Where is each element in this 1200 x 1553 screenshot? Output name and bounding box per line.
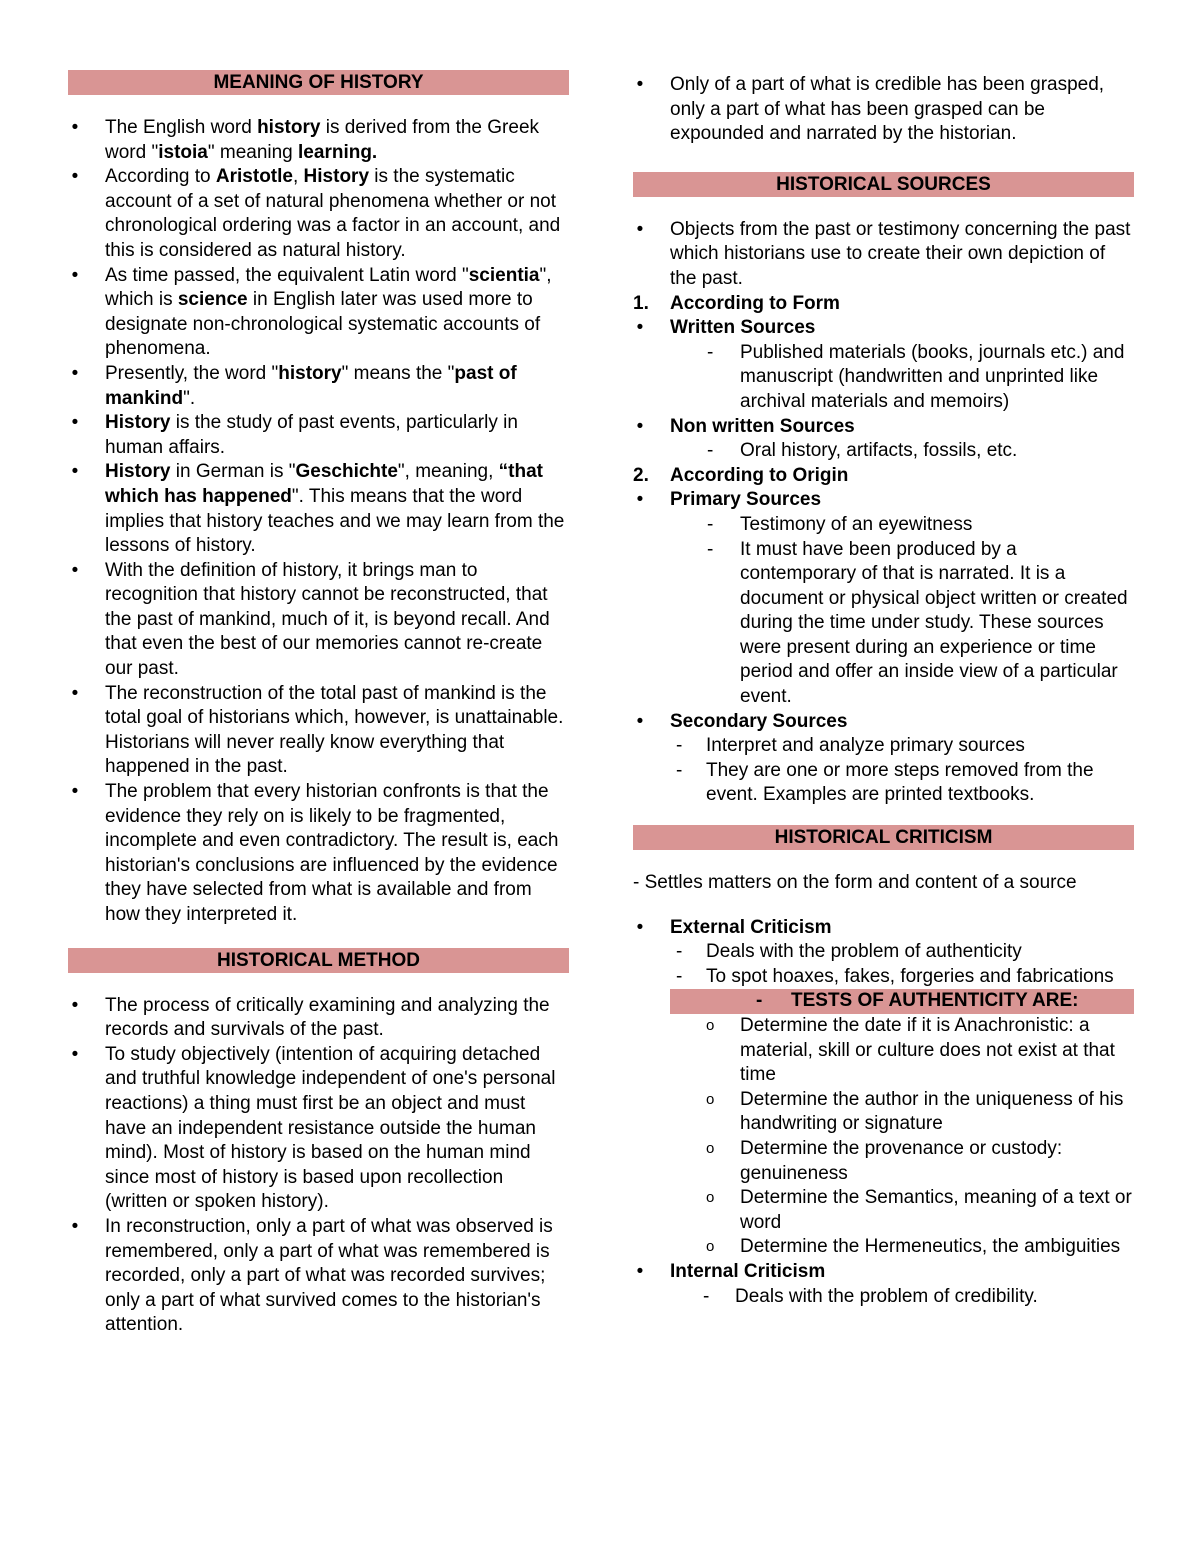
list-item: • History is the study of past events, particularly in human affairs. <box>68 411 569 460</box>
meaning-of-history-heading: MEANING OF HISTORY <box>68 70 569 95</box>
bold-term: scientia <box>468 264 540 286</box>
list-item <box>633 316 1134 341</box>
list-item: - Deals with the problem of authenticity <box>633 940 1134 965</box>
bold-term: History <box>303 166 370 188</box>
continued-list <box>633 73 1134 147</box>
historical-criticism-heading: HISTORICAL CRITICISM <box>633 825 1134 850</box>
list-item: - Testimony of an eyewitness <box>633 513 1134 538</box>
bold-term: Geschichte <box>295 461 398 483</box>
list-item: - Published materials (books, journals etc.) and manuscript (handwritten and unprinted like archival materials and memoirs) <box>633 341 1134 415</box>
form-list-2 <box>633 415 1134 440</box>
bold-term: istoia <box>158 141 208 163</box>
list-item: - Interpret and analyze primary sources <box>633 734 1134 759</box>
list-item <box>633 488 1134 513</box>
list-item: • As time passed, the equivalent Latin word "scientia", which is science in English later was used more to designate non-chronological systematic accounts of phenomena. <box>68 264 569 362</box>
bold-term: “that which has happened <box>105 461 543 507</box>
list-item: - They are one or more steps removed from the event. Examples are printed textbooks. <box>633 759 1134 808</box>
form-list <box>633 316 1134 341</box>
bold-term: learning. <box>298 141 378 163</box>
list-item <box>633 1260 1134 1285</box>
list-item: • Objects from the past or testimony concerning the past which historians use to create their own depiction of the past. <box>633 218 1134 292</box>
external-criticism-list <box>633 940 1134 989</box>
non-written-sources-label: Non written Sources <box>670 415 855 437</box>
list-item: • In reconstruction, only a part of what was observed is remembered, only a part of what was remembered is recorded, only a part of what was recorded survives; only a part of what survived comes to the historian's attention. <box>68 1215 569 1338</box>
list-item <box>633 415 1134 440</box>
list-item: - It must have been produced by a contemporary of that is narrated. It is a document or physical object written or created during the time under study. These sources were present during an experience or time period and offer an inside view of a particular event. <box>633 538 1134 710</box>
written-sources-list <box>633 341 1134 415</box>
subheading-label: According to Form <box>670 292 840 314</box>
left-column <box>68 0 569 1338</box>
list-item: o Determine the Semantics, meaning of a text or word <box>633 1186 1134 1235</box>
list-item: o Determine the provenance or custody: genuineness <box>633 1137 1134 1186</box>
origin-list-2 <box>633 710 1134 735</box>
list-item: o Determine the date if it is Anachronistic: a material, skill or culture does not exist at that time <box>633 1014 1134 1088</box>
list-item: o Determine the author in the uniqueness of his handwriting or signature <box>633 1088 1134 1137</box>
list-item: • The process of critically examining and analyzing the records and survivals of the past. <box>68 994 569 1043</box>
tests-label: TESTS OF AUTHENTICITY ARE: <box>791 990 1079 1012</box>
criticism-list-2 <box>633 1260 1134 1285</box>
list-item: • Only of a part of what is credible has been grasped, only a part of what has been grasped can be expounded and narrated by the historian. <box>633 73 1134 147</box>
written-sources-label: Written Sources <box>670 317 816 339</box>
origin-list <box>633 488 1134 513</box>
bold-term: History <box>105 461 171 483</box>
criticism-list <box>633 916 1134 941</box>
number-marker: 2. <box>633 464 649 486</box>
list-item <box>633 710 1134 735</box>
list-item: - Oral history, artifacts, fossils, etc. <box>633 439 1134 464</box>
list-item: - To spot hoaxes, fakes, forgeries and fabrications <box>633 965 1134 990</box>
criticism-intro: - Settles matters on the form and content of a source <box>633 872 1077 894</box>
list-item: • History in German is "Geschichte", meaning, “that which has happened". This means that the word implies that history teaches and we may learn from the lessons of history. <box>68 460 569 558</box>
internal-criticism-label: Internal Criticism <box>670 1260 826 1282</box>
subheading-label: According to Origin <box>670 464 849 486</box>
bold-term: History <box>105 412 171 434</box>
according-to-form-heading <box>633 292 1134 317</box>
bold-term: science <box>177 289 248 311</box>
tests-of-authenticity-heading <box>670 989 1134 1014</box>
dash-marker: - <box>756 990 763 1012</box>
non-written-sources-list <box>633 439 1134 464</box>
bold-term: history <box>278 362 342 384</box>
external-criticism-label: External Criticism <box>670 916 832 938</box>
internal-criticism-list <box>633 1285 1134 1310</box>
historical-method-heading: HISTORICAL METHOD <box>68 948 569 973</box>
list-item: • The reconstruction of the total past of mankind is the total goal of historians which, however, is unattainable. Historians will never really know everything that happened in the past. <box>68 682 569 780</box>
number-marker: 1. <box>633 292 649 314</box>
secondary-sources-list <box>633 734 1134 808</box>
list-item: • With the definition of history, it brings man to recognition that history cannot be reconstructed, that the past of mankind, much of it, is beyond recall. And that even the best of our memories cannot re-create our past. <box>68 559 569 682</box>
according-to-origin-heading <box>633 464 1134 489</box>
tests-list <box>633 1014 1134 1260</box>
list-item: o Determine the Hermeneutics, the ambiguities <box>633 1235 1134 1260</box>
bold-term: history <box>257 117 321 138</box>
list-item: • According to Aristotle, History is the systematic account of a set of natural phenomena whether or not chronological ordering was a factor in an account, and this is considered as natural history. <box>68 165 569 263</box>
bold-term: past of mankind <box>105 362 517 409</box>
list-item: - Deals with the problem of credibility. <box>633 1285 1134 1310</box>
method-list <box>68 994 569 1338</box>
historical-sources-heading: HISTORICAL SOURCES <box>633 172 1134 197</box>
list-item: • Presently, the word "history" means the "past of mankind". <box>68 362 569 411</box>
bold-term: Aristotle <box>215 166 293 188</box>
primary-sources-list <box>633 513 1134 710</box>
secondary-sources-label: Secondary Sources <box>670 710 848 732</box>
primary-sources-label: Primary Sources <box>670 489 822 511</box>
sources-intro-list <box>633 218 1134 292</box>
list-item: • The English word history is derived from the Greek word "istoia" meaning learning. <box>68 116 569 165</box>
meaning-list <box>68 116 569 928</box>
list-item: • To study objectively (intention of acquiring detached and truthful knowledge independent of one's personal reactions) a thing must first be an object and must have an independent resistance outside the human mind). Most of history is based on the human mind since most of history is based upon recollection (written or spoken history). <box>68 1043 569 1215</box>
list-item: • The problem that every historian confronts is that the evidence they rely on is likely to be fragmented, incomplete and even contradictory. The result is, each historian's conclusions are influenced by the evidence they have selected from what is available and from how they interpreted it. <box>68 780 569 928</box>
list-item <box>633 916 1134 941</box>
right-column <box>633 0 1134 1309</box>
